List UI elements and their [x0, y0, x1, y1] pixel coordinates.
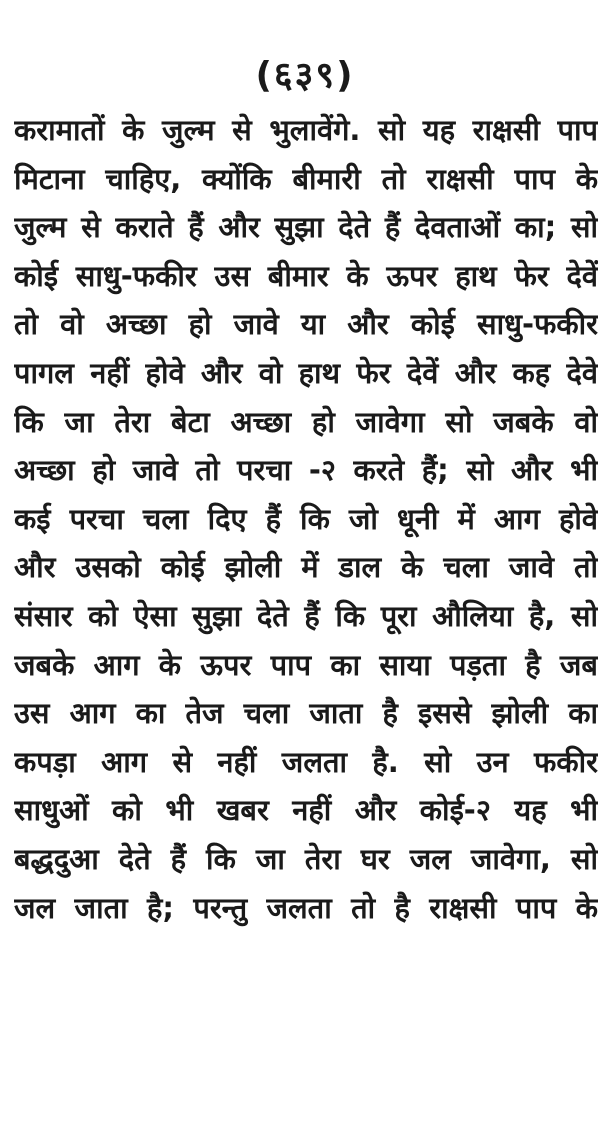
body-text	[14, 106, 598, 932]
text-line: कि जा तेरा बेटा अच्छा हो जावेगा सो जबके वो	[14, 404, 598, 439]
text-line: साधुओं को भी खबर नहीं और कोई-२ यह भी	[14, 793, 598, 828]
text-line: पागल नहीं होवे और वो हाथ फेर देवें और कह देवे	[14, 355, 598, 390]
text-line: कपड़ा आग से नहीं जलता है. सो उन फकीर	[14, 744, 598, 779]
text-line: और उसको कोई झोली में डाल के चला जावे तो	[14, 550, 598, 585]
text-line: बद्धदुआ देते हैं कि जा तेरा घर जल जावेगा, सो	[14, 841, 598, 876]
text-line: अच्छा हो जावे तो परचा -२ करते हैं; सो और भी	[14, 453, 598, 488]
text-line: मिटाना चाहिए, क्योंकि बीमारी तो राक्षसी पाप के	[14, 161, 598, 196]
text-line: जुल्म से कराते हैं और सुझा देते हैं देवताओं का; सो	[14, 210, 598, 245]
text-line: कोई साधु-फकीर उस बीमार के ऊपर हाथ फेर देवें	[14, 258, 598, 293]
text-line: तो वो अच्छा हो जावे या और कोई साधु-फकीर	[14, 307, 598, 342]
text-line: संसार को ऐसा सुझा देते हैं कि पूरा औलिया है, सो	[14, 598, 598, 633]
text-line: उस आग का तेज चला जाता है इससे झोली का	[14, 696, 598, 731]
text-line: कई परचा चला दिए हैं कि जो धूनी में आग होवे	[14, 501, 598, 536]
text-line: जल जाता है; परन्तु जलता तो है राक्षसी पाप के	[14, 890, 598, 925]
text-line: करामातों के जुल्म से भुलावेंगे. सो यह राक्षसी पाप	[14, 113, 598, 147]
text-line: जबके आग के ऊपर पाप का साया पड़ता है जब	[14, 647, 598, 682]
page-number: (६३९)	[255, 55, 355, 96]
